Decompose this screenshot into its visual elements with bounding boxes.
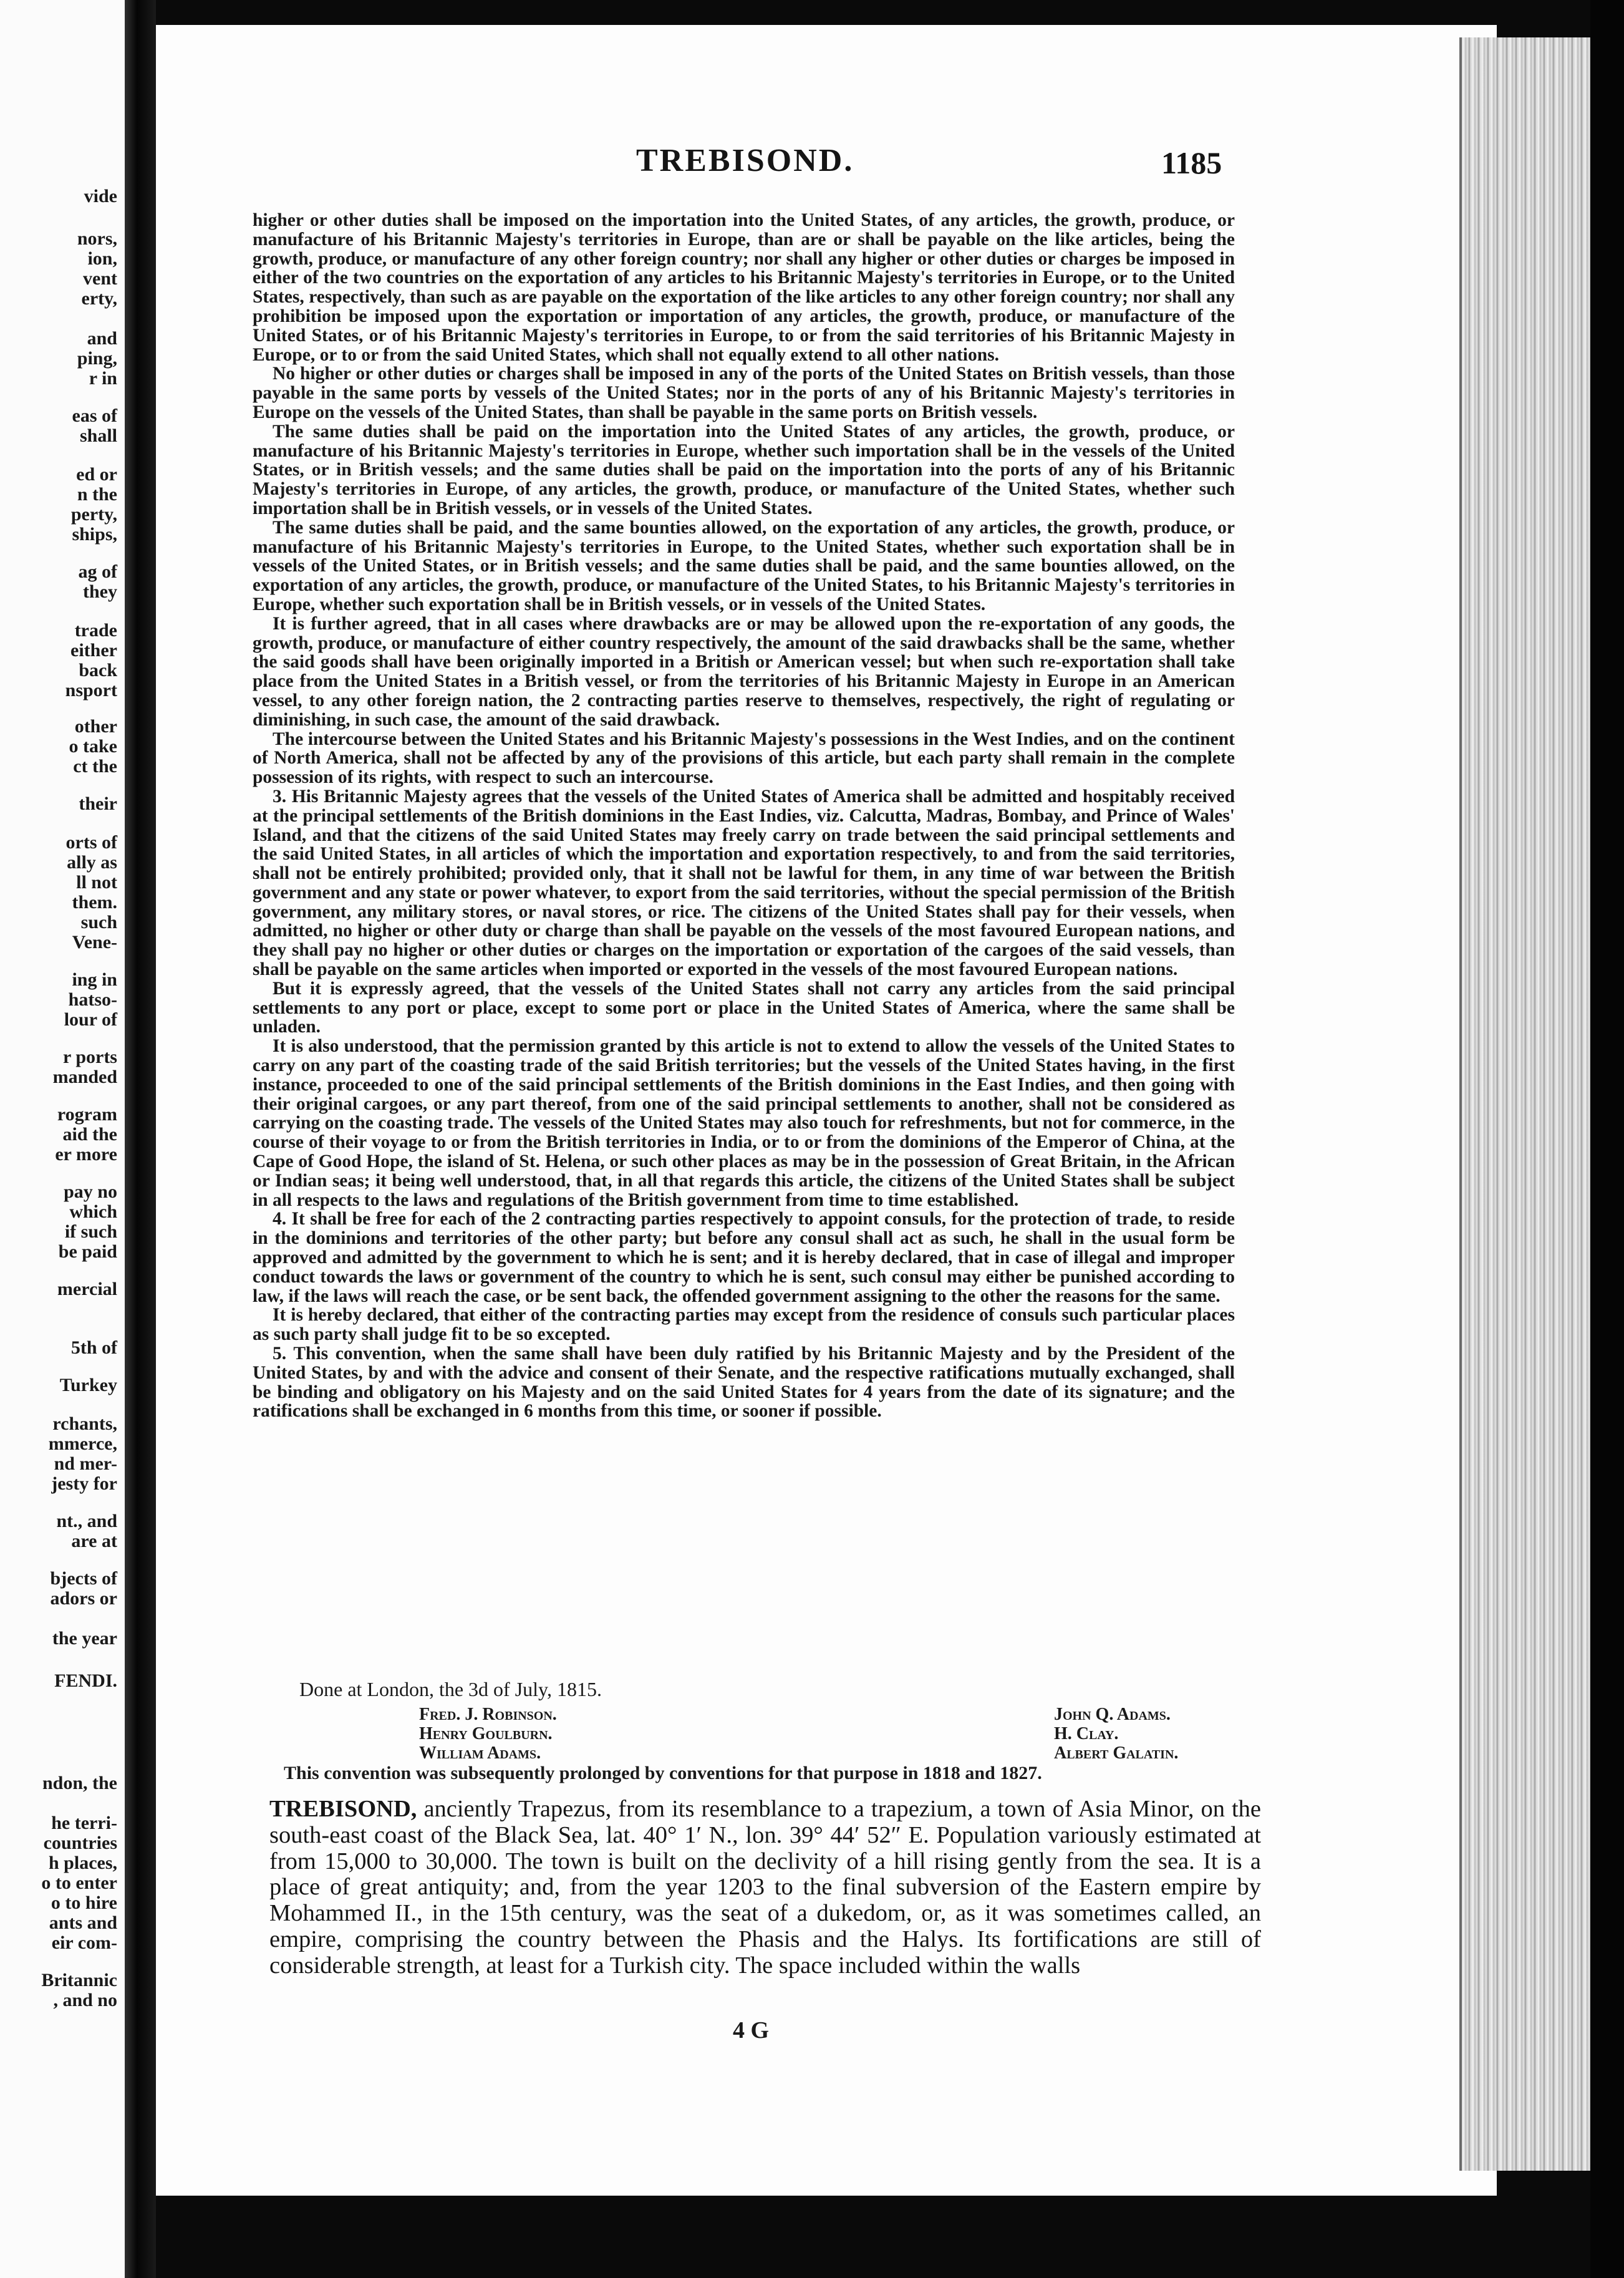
previous-page-fragment: r ports [63, 1047, 117, 1067]
previous-page-fragment: aid the [62, 1124, 117, 1145]
previous-page-fragment: which [69, 1201, 117, 1222]
previous-page-fragment: shall [79, 425, 117, 446]
previous-page-fragment: nd mer- [54, 1453, 117, 1474]
treaty-paragraph: It is further agreed, that in all cases where drawbacks are or may be allowed upon the re-exportation of any goods, the growth, produce, or manufacture of either country respectively, the amount of the said drawbacks shall be the same, whether the said goods shall have been originally imported in a British or American vessel; but when such re-exportation shall take place from the United States in a British vessel, or from the territories of his Britannic Majesty in Europe in an American vessel, to any other foreign nation, the 2 contracting parties reserve to themselves, respectively, the right of regulating or diminishing, in such case, the amount of the said drawback. [253, 613, 1235, 730]
previous-page-fragment: nt., and [56, 1511, 117, 1531]
previous-page-fragment: o to hire [51, 1893, 117, 1913]
previous-page-fragment: r in [89, 368, 117, 389]
previous-page-fragment: Britannic [41, 1970, 117, 1990]
signatories-british [419, 1705, 557, 1763]
previous-page-fragment: they [83, 581, 117, 602]
previous-page-fragment: back [79, 660, 117, 681]
previous-page-fragment: FENDI. [54, 1670, 117, 1691]
treaty-paragraph: But it is expressly agreed, that the vessels of the United States shall not carry any articles from the said principal settlements to any port or place, except to some port or place in the United States of America, where the same shall be unladen. [253, 978, 1235, 1037]
previous-page-strip [0, 0, 125, 2278]
previous-page-fragment: adors or [50, 1588, 117, 1609]
previous-page-fragment: rogram [57, 1104, 117, 1125]
treaty-paragraph: The same duties shall be paid on the importation into the United States of any articles, the growth, produce, or manufacture of his Britannic Majesty's territories in Europe, whether such importation shall be in the vessels of the United States, or in British vessels; and the same duties shall be paid on the importation into the ports of any of his Britannic Majesty's territories in Europe, of any articles, the growth, produce, or manufacture of the United States, whether such importation shall be in British vessels, or in vessels of the United States. [253, 421, 1235, 518]
treaty-signoff: Done at London, the 3d of July, 1815. [299, 1678, 602, 1700]
previous-page-fragment: er more [55, 1144, 117, 1165]
entry-headword: TREBISOND, [269, 1796, 417, 1822]
previous-page-fragment: mmerce, [48, 1433, 117, 1454]
previous-page-fragment: ndon, the [42, 1773, 117, 1793]
page-number: 1185 [1161, 145, 1222, 180]
previous-page-fragment: ships, [72, 524, 117, 545]
previous-page-fragment: ing in [72, 969, 117, 990]
previous-page-fragment: lour of [64, 1009, 117, 1030]
treaty-paragraph: higher or other duties shall be imposed on the importation into the United States, of any articles, the growth, produce, or manufacture of his Britannic Majesty's territories in Europe, than are or shall be payable on the like articles, being the growth, produce, or manufacture of any other foreign country; nor shall any higher or other duties or charges be imposed in either of the two countries on the exportation of any articles to his Britannic Majesty's territories in Europe, or to the United States, respectively, than such as are payable on the exportation of the like articles to any other foreign country; nor shall any prohibition be imposed upon the exportation or importation of any articles, the growth, produce, or manufacture of the United States, or of his Britannic Majesty's territories in Europe, to or from the said territories of his Britannic Majesty in Europe, or to or from the said United States, which shall not equally extend to all other nations. [253, 210, 1235, 365]
previous-page-fragment: trade [74, 620, 117, 641]
treaty-paragraph: The same duties shall be paid, and the same bounties allowed, on the exportation of any articles, the growth, produce, or manufacture of his Britannic Majesty's territories in Europe, to the United States, whether such exportation shall be in vessels of the United States, or in British vessels; and the same duties shall be paid, and the same bounties allowed, on the exportation of any articles, the growth, produce, or manufacture of the United States, to his Britannic Majesty's territories in Europe, whether such exportation shall be in British vessels, or in vessels of the United States. [253, 517, 1235, 614]
previous-page-fragment: ct the [73, 756, 117, 777]
treaty-paragraph: 3. His Britannic Majesty agrees that the vessels of the United States of America shall be admitted and hospitably received at the principal settlements of the British dominions in the East Indies, viz. Calcutta, Madras, Bombay, and Prince of Wales' Island, and that the citizens of the said United States may freely carry on trade between the said principal settlements and the said United States, in all articles of which the importation and exportation respectively, to and from the said territories, shall not be entirely prohibited; provided only, that it shall not be lawful for them, in any time of war between the British government and any state or power whatever, to export from the said territories, without the special permission of the British government, any military stores, or naval stores, or rice. The citizens of the United States shall pay for their vessels, when admitted, no higher or other duty or charge than shall be payable on the vessels of the most favoured European nations, and they shall pay no higher or other duties or charges on the importation or exportation of the cargoes of the said vessels, than shall be payable on the same articles when imported or exported in the vessels of the most favoured European nations. [253, 786, 1235, 980]
previous-page-fragment: h places, [48, 1853, 117, 1873]
page-fore-edge [1459, 37, 1593, 2171]
previous-page-fragment: ed or [76, 464, 117, 485]
previous-page-fragment: eas of [72, 405, 117, 426]
previous-page-fragment: erty, [81, 288, 117, 309]
previous-page-fragment: ion, [87, 248, 117, 269]
previous-page-fragment: vide [84, 186, 117, 206]
signatory-name: Fred. J. Robinson. [419, 1705, 557, 1724]
previous-page-fragment: countries [43, 1833, 117, 1853]
previous-page-fragment: n the [77, 484, 117, 505]
treaty-paragraph: No higher or other duties or charges shall be imposed in any of the ports of the United States on British vessels, than those payable in the same ports by vessels of the United States; nor in the ports of any of his Britannic Majesty's territories in Europe on the vessels of the United States, than shall be payable in the same ports on British vessels. [253, 364, 1235, 422]
entry-text: anciently Trapezus, from its resemblance to a trapezium, a town of Asia Minor, on the south-east coast of the Black Sea, lat. 40° 1′ N., lon. 39° 44′ 52″ E. Population variously estimated at from 15,000 to 30,000. The town is built on the declivity of a hill rising gently from the sea. It is a place of great antiquity; and, from the year 1203 to the final subversion of the Eastern empire by Mohammed II., in the 15th century, was the seat of a dukedom, or, as it was sometimes called, an empire, comprising the country between the Phasis and the Halys. Its fortifications are still of considerable strength, at least for a Turkish city. The space included within the walls [269, 1796, 1261, 1979]
treaty-paragraph: The intercourse between the United States and his Britannic Majesty's possessions in the West Indies, and on the continent of North America, shall not be affected by any of the provisions of this article, but each party shall remain in the complete possession of its rights, with respect to such an intercourse. [253, 729, 1235, 788]
previous-page-fragment: vent [83, 268, 117, 289]
previous-page-fragment: be paid [58, 1241, 117, 1262]
running-head-title: TREBISOND. [636, 143, 854, 178]
previous-page-fragment: Turkey [59, 1375, 117, 1395]
fore-edge-shadow [1590, 0, 1624, 2278]
previous-page-fragment: , and no [53, 1990, 117, 2010]
previous-page-fragment: 5th of [70, 1337, 117, 1358]
signatory-name: Henry Goulburn. [419, 1724, 553, 1743]
treaty-paragraph: 4. It shall be free for each of the 2 contracting parties respectively to appoint consuls, for the protection of trade, to reside in the dominions and territories of the other party; but before any consul shall act as such, he shall in the usual form be approved and admitted by the government to which he is sent; and it is hereby declared, that in case of illegal and improper conduct towards the laws or government of the country to which he is sent, such consul may either be punished according to law, if the laws will reach the case, or be sent back, the offended government assigning to the other the reasons for the same. [253, 1209, 1235, 1306]
previous-page-fragment: perty, [70, 504, 117, 525]
previous-page-fragment: ants and [49, 1912, 117, 1933]
previous-page-fragment: bjects of [50, 1568, 117, 1589]
previous-page-fragment: either [70, 640, 117, 661]
previous-page-fragment: orts of [65, 832, 117, 853]
previous-page-fragment: ally as [67, 852, 117, 873]
previous-page-fragment: o take [69, 736, 117, 757]
previous-page-fragment: Vene- [72, 932, 117, 952]
signatory-name: Albert Galatin. [1054, 1743, 1179, 1763]
previous-page-fragment: their [79, 793, 117, 814]
book-gutter [125, 0, 156, 2278]
previous-page-fragment: nors, [77, 228, 117, 249]
treaty-paragraph: 5. This convention, when the same shall have been duly ratified by his Britannic Majesty and by the President of the United States, by and with the advice and consent of their Senate, and the respective ratifications mutually exchanged, shall be binding and obligatory on his Majesty and on the said United States for 4 years from the date of its signature; and the ratifications shall be exchanged in 6 months from this time, or sooner if possible. [253, 1344, 1235, 1422]
printer-signature-mark: 4 G [733, 2017, 770, 2043]
treaty-paragraph: It is also understood, that the permission granted by this article is not to extend to allow the vessels of the United States to carry on any part of the coasting trade of the said British territories; but the vessels of the United States having, in the first instance, proceeded to one of the said principal settlements of the British dominions in the East Indies, and then going with their original cargoes, or any part thereof, from one of the said principal settlements to another, shall not be considered as carrying on the coasting trade. The vessels of the United States may also touch for refreshments, but not for commerce, in the course of their voyage to or from the British territories in India, or to or from the dominions of the Emperor of China, at the Cape of Good Hope, the island of St. Helena, or such other places as may be in the possession of Great Britain, in the African or Indian seas; it being well understood, that, in all that regards this article, the citizens of the United States shall be subject in all respects to the laws and regulations of the British government from time to time established. [253, 1036, 1235, 1210]
previous-page-fragment: ping, [77, 348, 117, 369]
signatories-american [1054, 1705, 1178, 1763]
previous-page-fragment: jesty for [51, 1473, 117, 1494]
previous-page-fragment: them. [72, 892, 117, 913]
previous-page-fragment: nsport [65, 680, 117, 700]
previous-page-fragment: other [74, 716, 117, 737]
treaty-text-block [253, 211, 1235, 1421]
signatory-name: William Adams. [419, 1743, 541, 1763]
previous-page-fragment: are at [71, 1531, 117, 1551]
previous-page-fragment: pay no [64, 1181, 117, 1202]
previous-page-fragment: the year [52, 1628, 117, 1649]
previous-page-fragment: such [80, 912, 117, 933]
convention-note: This convention was subsequently prolonged by conventions for that purpose in 1818 and 1827. [284, 1763, 1042, 1783]
previous-page-fragment: mercial [57, 1279, 117, 1299]
previous-page-fragment: and [87, 328, 117, 349]
previous-page-fragment: he terri- [51, 1813, 117, 1833]
previous-page-fragment: ag of [78, 561, 117, 582]
previous-page-fragment: manded [52, 1067, 117, 1087]
previous-page-fragment: rchants, [52, 1413, 117, 1434]
previous-page-fragment: hatso- [68, 989, 117, 1010]
signatory-name: John Q. Adams. [1054, 1705, 1171, 1724]
treaty-paragraph: It is hereby declared, that either of the contracting parties may except from the residence of consuls such particular places as such party shall judge fit to be so excepted. [253, 1305, 1235, 1345]
previous-page-fragment: if such [64, 1221, 117, 1242]
signatory-name: H. Clay. [1054, 1724, 1119, 1743]
trebisond-entry [269, 1796, 1261, 1979]
previous-page-fragment: ll not [76, 872, 117, 893]
previous-page-fragment: o to enter [41, 1873, 117, 1893]
previous-page-fragment: eir com- [51, 1932, 117, 1953]
